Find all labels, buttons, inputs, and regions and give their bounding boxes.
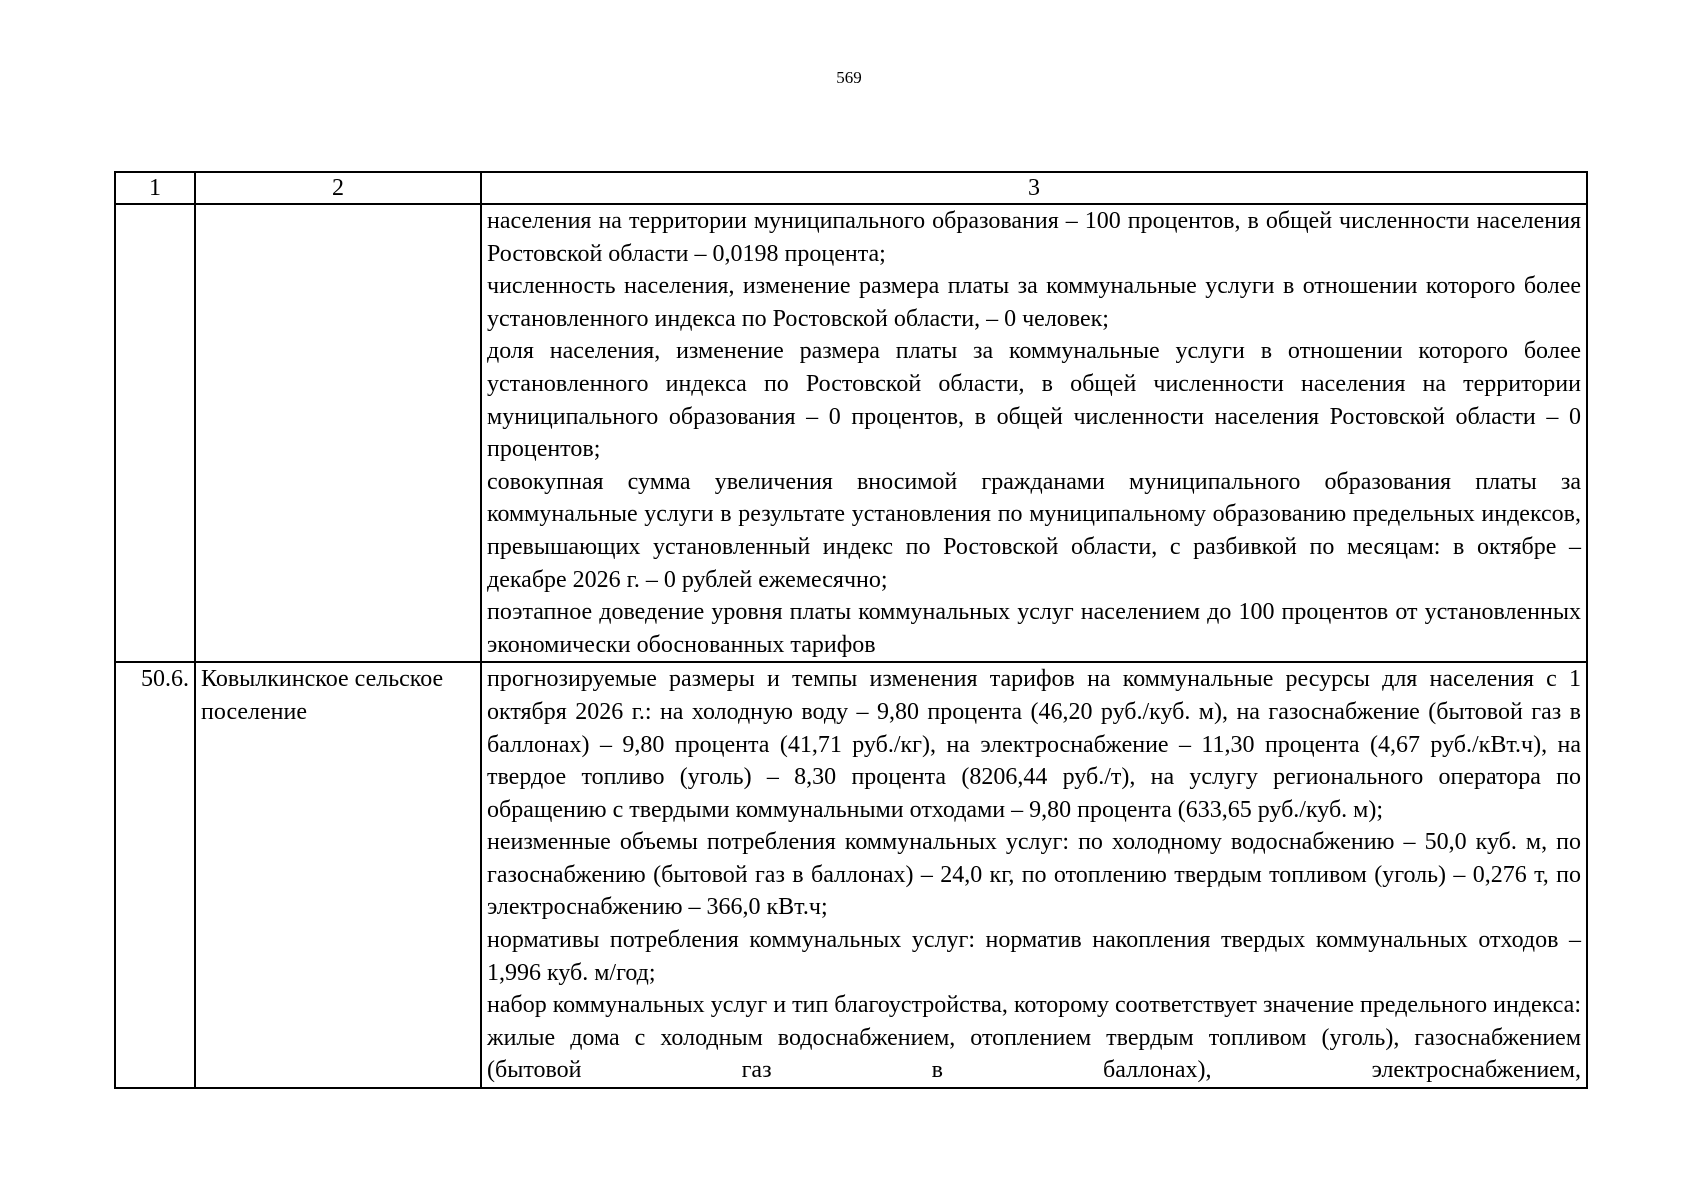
paragraph: доля населения, изменение размера платы за коммунальные услуги в отношении которого более установленного индекса по Ростовской области, в общей численности населения на территории муниципального образования – 0 процентов, в общей численности населения Ростовской области – 0 процентов;: [487, 338, 1581, 463]
description-cell: [481, 204, 1587, 662]
paragraph: набор коммунальных услуг и тип благоустройства, которому соответствует значение предельного индекса: жилые дома с холодным водоснабжением, отоплением твердым топливом (уголь), газоснабжением (бытовой газ в баллонах), электроснабжением,: [487, 992, 1581, 1084]
document-table: [114, 171, 1588, 1089]
paragraph: прогнозируемые размеры и темпы изменения тарифов на коммунальные ресурсы для населения с 1 октября 2026 г.: на холодную воду – 9,80 процента (46,20 руб./куб. м), на газоснабжение (бытовой газ в баллонах) – 9,80 процента (41,71 руб./кг), на электроснабжение – 11,30 процента (4,67 руб./кВт.ч), на твердое топливо (уголь) – 8,30 процента (8206,44 руб./т), на услугу регионального оператора по обращению с твердыми коммунальными отходами – 9,80 процента (633,65 руб./куб. м);: [487, 666, 1581, 823]
paragraph: нормативы потребления коммунальных услуг: норматив накопления твердых коммунальных отходов – 1,996 куб. м/год;: [487, 927, 1581, 986]
description-cell: [481, 662, 1587, 1088]
paragraph: населения на территории муниципального образования – 100 процентов, в общей численности населения Ростовской области – 0,0198 процента;: [487, 208, 1581, 267]
table-header-row: [115, 172, 1587, 204]
table-row: [115, 204, 1587, 662]
paragraph: неизменные объемы потребления коммунальных услуг: по холодному водоснабжению – 50,0 куб. м, по газоснабжению (бытовой газ в баллонах) – 24,0 кг, по отоплению твердым топливом (уголь) – 0,276 т, по электроснабжению – 366,0 кВт.ч;: [487, 829, 1581, 921]
paragraph: совокупная сумма увеличения вносимой гражданами муниципального образования платы за коммунальные услуги в результате установления по муниципальному образованию предельных индексов, превышающих установленный индекс по Ростовской области, с разбивкой по месяцам: в октябре – декабре 2026 г. – 0 рублей ежемесячно;: [487, 468, 1581, 593]
column-header-1: 1: [115, 172, 195, 204]
settlement-name-cell: [195, 204, 481, 662]
row-number-cell: [115, 204, 195, 662]
row-number-cell: 50.6.: [115, 662, 195, 1088]
settlement-name-cell: Ковылкинское сельское поселение: [195, 662, 481, 1088]
paragraph: поэтапное доведение уровня платы коммунальных услуг населением до 100 процентов от установленных экономически обоснованных тарифов: [487, 599, 1581, 658]
column-header-2: 2: [195, 172, 481, 204]
table-row: [115, 662, 1587, 1088]
page-number: 569: [836, 68, 862, 87]
column-header-3: 3: [481, 172, 1587, 204]
paragraph: численность населения, изменение размера платы за коммунальные услуги в отношении которого более установленного индекса по Ростовской области, – 0 человек;: [487, 273, 1581, 332]
